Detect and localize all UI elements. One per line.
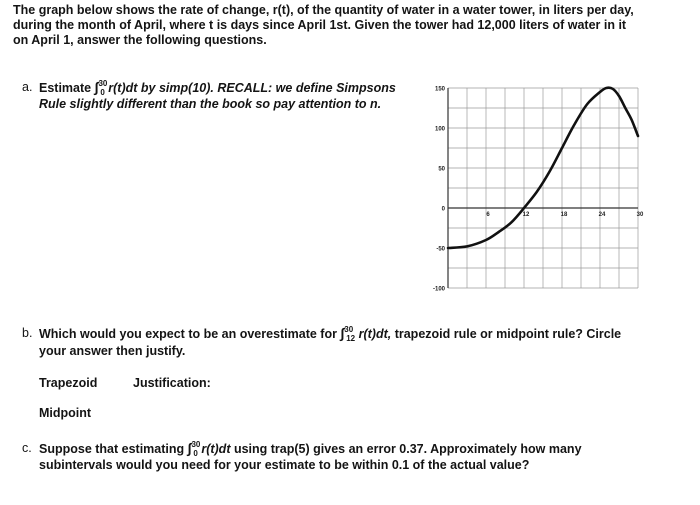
part-b-text-after: trapezoid rule or midpoint rule? Circle (394, 327, 622, 341)
y-tick-label: -100 (432, 286, 445, 293)
part-c-question (39, 441, 582, 458)
intro-line-3: on April 1, answer the following questions. (13, 33, 267, 47)
part-a-integrand: r(t)dt (108, 81, 138, 95)
x-tick-label: 6 (486, 212, 490, 218)
integral-sign-icon: ∫ (340, 325, 345, 341)
part-c-text-before: Suppose that estimating (39, 442, 185, 456)
x-tick-label: 18 (560, 212, 568, 218)
x-tick-label: 24 (598, 212, 606, 218)
option-trapezoid: Trapezoid (39, 376, 98, 390)
justification-label: Justification: (133, 376, 211, 390)
part-a-upper-limit: 30 (98, 79, 108, 88)
x-tick-label: 30 (636, 212, 644, 218)
graph-y-tick-labels (433, 87, 446, 293)
y-tick-label: 50 (438, 166, 445, 173)
part-a-lower-limit: 0 (100, 88, 105, 97)
part-b-lower-limit: 12 (346, 334, 356, 343)
rate-graph (428, 80, 650, 296)
part-a-question (39, 80, 396, 97)
y-tick-label: 150 (434, 86, 445, 93)
x-tick-label: 12 (522, 212, 530, 218)
part-a-letter: a. (22, 80, 33, 94)
part-b-line-2: your answer then justify. (39, 344, 186, 358)
part-a-recall: RECALL: we define Simpsons (217, 81, 396, 95)
integral-sign-icon: ∫ (94, 79, 99, 95)
part-b-integrand: r(t)dt, (358, 327, 392, 341)
part-c-text-after: using trap(5) gives an error 0.37. Approximately how many (233, 442, 582, 456)
y-tick-label: -50 (436, 246, 445, 253)
integral-sign-icon: ∫ (187, 440, 192, 456)
part-b-text-before: Which would you expect to be an overestimate for (39, 327, 337, 341)
intro-line-2: during the month of April, where t is days since April 1st. Given the tower had 12,000 liters of water in it (13, 18, 627, 32)
graph-grid (448, 88, 638, 288)
part-c-integrand: r(t)dt (201, 442, 231, 456)
part-c-upper-limit: 30 (191, 440, 201, 449)
intro-line-1: The graph below shows the rate of change, r(t), of the quantity of water in a water tower, in liters per day, (13, 3, 634, 17)
part-a-method: by simp(10). (140, 81, 214, 95)
part-b-letter: b. (22, 326, 33, 340)
part-c-lower-limit: 0 (193, 449, 198, 458)
y-tick-label: 0 (441, 206, 445, 213)
graph-x-tick-labels (486, 212, 644, 218)
part-b-question (39, 326, 621, 343)
part-c-line-2: subintervals would you need for your estimate to be within 0.1 of the actual value? (39, 458, 530, 472)
option-midpoint: Midpoint (39, 406, 92, 420)
part-c-letter: c. (22, 441, 32, 455)
part-a-estimate: Estimate (39, 81, 92, 95)
y-tick-label: 100 (434, 126, 445, 133)
part-a-line-2: Rule slightly different than the book so pay attention to n. (39, 97, 382, 111)
part-b-upper-limit: 30 (344, 325, 354, 334)
